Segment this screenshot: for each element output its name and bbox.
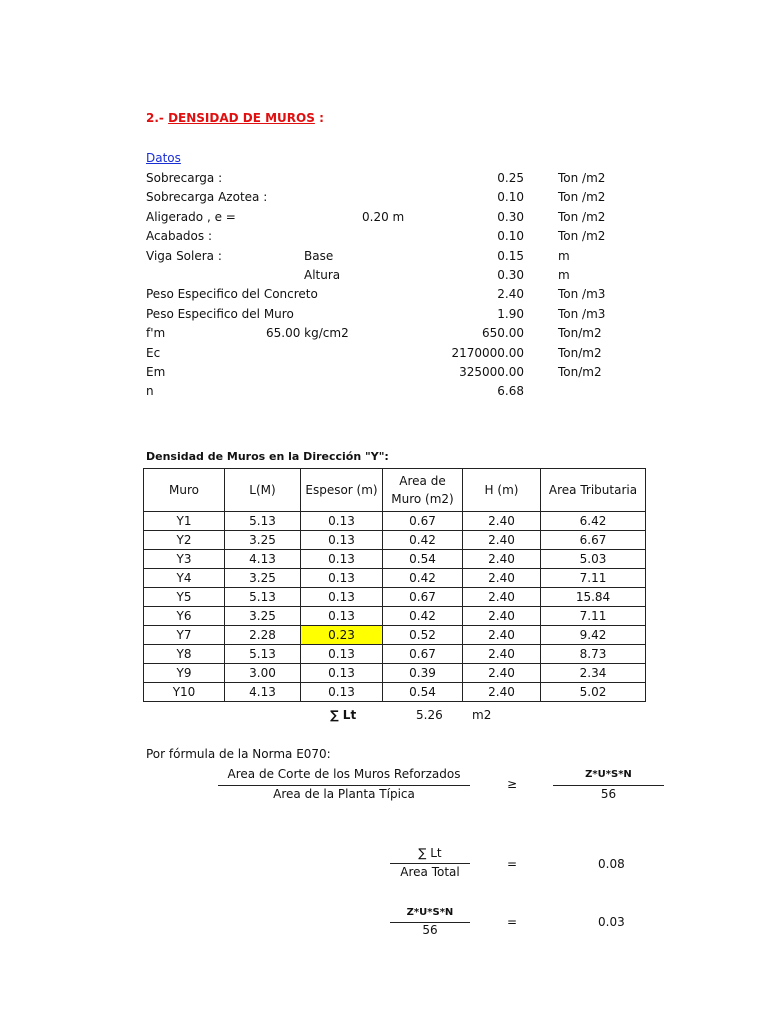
datos-row (0, 190, 768, 209)
datos-mid-value: 0.20 m (362, 209, 405, 224)
datos-unit: Ton /m2 (558, 209, 606, 224)
sum-value: 5.26 (416, 708, 443, 722)
datos-value: 0.10 (497, 229, 524, 244)
table-row (144, 550, 646, 569)
datos-row (0, 249, 768, 268)
formula-right-fraction-bar (553, 785, 664, 786)
calc1-operator: = (506, 857, 518, 871)
calc1-fraction-bar (390, 863, 470, 864)
table-cell: 2.40 (463, 588, 541, 607)
table-cell: Y10 (144, 683, 225, 702)
calc1-denominator: Area Total (400, 865, 460, 879)
formula-main-fraction-bar (218, 785, 470, 786)
formula-heading: Por fórmula de la Norma E070: (146, 747, 331, 761)
table-cell: 0.52 (383, 626, 463, 645)
table-row (144, 683, 646, 702)
walls-table-title: Densidad de Muros en la Dirección "Y": (146, 450, 389, 463)
column-header: Espesor (m) (301, 469, 383, 512)
table-cell: 0.13 (301, 588, 383, 607)
datos-value: 0.10 (497, 190, 524, 205)
datos-value: 6.68 (497, 384, 524, 399)
datos-label: Viga Solera : (146, 248, 222, 263)
table-cell: 3.25 (225, 607, 301, 626)
table-cell: 2.40 (463, 531, 541, 550)
table-row (144, 664, 646, 683)
table-cell: 2.40 (463, 607, 541, 626)
table-row (144, 645, 646, 664)
datos-row (0, 307, 768, 326)
datos-value: 2.40 (497, 287, 524, 302)
walls-table-body (144, 512, 646, 702)
datos-label: Peso Especifico del Muro (146, 306, 294, 321)
calc2-value: 0.03 (598, 915, 625, 929)
table-cell: 15.84 (541, 588, 646, 607)
column-header: H (m) (463, 469, 541, 512)
datos-label: f'm (146, 326, 166, 341)
table-cell: 0.42 (383, 569, 463, 588)
datos-label: n (146, 384, 154, 399)
column-header: L(M) (225, 469, 301, 512)
table-cell: Y1 (144, 512, 225, 531)
datos-row (0, 365, 768, 384)
sum-label: ∑ Lt (330, 708, 357, 722)
table-cell: 0.13 (301, 607, 383, 626)
formula-right-numerator: Z*U*S*N (585, 769, 632, 780)
table-cell: 0.67 (383, 588, 463, 607)
table-cell: 0.54 (383, 550, 463, 569)
table-row (144, 569, 646, 588)
table-row (144, 531, 646, 550)
table-cell: 5.13 (225, 588, 301, 607)
table-cell: 2.34 (541, 664, 646, 683)
table-cell: 8.73 (541, 645, 646, 664)
table-cell: 0.67 (383, 645, 463, 664)
datos-value: 2170000.00 (451, 345, 524, 360)
table-cell: 6.42 (541, 512, 646, 531)
datos-value: 325000.00 (459, 365, 524, 379)
table-cell: 3.25 (225, 569, 301, 588)
datos-label: Aligerado , e = (146, 209, 236, 224)
table-cell: 2.40 (463, 683, 541, 702)
walls-table-header (144, 469, 646, 512)
table-cell: 0.67 (383, 512, 463, 531)
table-cell: 2.40 (463, 550, 541, 569)
table-cell: Y2 (144, 531, 225, 550)
table-cell: Y4 (144, 569, 225, 588)
datos-label: Sobrecarga : (146, 171, 223, 185)
datos-unit: Ton/m2 (558, 345, 602, 360)
calc2-operator: = (506, 915, 518, 929)
table-cell: 2.28 (225, 626, 301, 645)
datos-unit: Ton/m2 (558, 365, 602, 379)
table-cell: 0.13 (301, 664, 383, 683)
datos-value: 1.90 (497, 306, 524, 321)
table-cell: 0.13 (301, 569, 383, 588)
datos-value: 0.30 (497, 209, 524, 224)
table-cell: 0.23 (301, 626, 383, 645)
table-cell: 9.42 (541, 626, 646, 645)
formula-main-denominator: Area de la Planta Típica (273, 787, 415, 801)
section-title-text: DENSIDAD DE MUROS (168, 111, 315, 125)
calc2-denominator: 56 (422, 923, 438, 937)
table-cell: 2.40 (463, 512, 541, 531)
datos-label: Em (146, 365, 166, 379)
datos-mid-value: Altura (304, 268, 341, 282)
table-cell: 5.03 (541, 550, 646, 569)
datos-unit: Ton /m3 (558, 287, 606, 302)
sum-unit: m2 (472, 708, 492, 722)
table-cell: Y8 (144, 645, 225, 664)
table-row (144, 607, 646, 626)
datos-row (0, 326, 768, 345)
column-header: Area de Muro (m2) (383, 469, 463, 512)
datos-unit: Ton /m2 (558, 190, 606, 205)
datos-unit: Ton /m2 (558, 229, 606, 244)
table-cell: 5.13 (225, 512, 301, 531)
table-cell: Y5 (144, 588, 225, 607)
table-cell: 7.11 (541, 607, 646, 626)
datos-unit: m (558, 248, 570, 263)
datos-value: 650.00 (482, 326, 524, 341)
datos-value: 0.25 (497, 171, 524, 185)
table-cell: 5.02 (541, 683, 646, 702)
datos-value: 0.15 (497, 248, 524, 263)
datos-unit: m (558, 268, 570, 282)
datos-value: 0.30 (497, 268, 524, 282)
datos-row (0, 384, 768, 403)
table-cell: Y6 (144, 607, 225, 626)
datos-label: Acabados : (146, 229, 212, 244)
section-number: 2.- (146, 111, 169, 125)
column-header: Muro (144, 469, 225, 512)
datos-row (0, 171, 768, 190)
datos-label: Sobrecarga Azotea : (146, 190, 268, 205)
datos-label: Peso Especifico del Concreto (146, 287, 318, 302)
table-cell: 0.13 (301, 512, 383, 531)
table-cell: 2.40 (463, 664, 541, 683)
table-cell: 0.13 (301, 550, 383, 569)
datos-label: Ec (146, 345, 161, 360)
table-cell: 5.13 (225, 645, 301, 664)
table-cell: 2.40 (463, 626, 541, 645)
table-cell: 4.13 (225, 683, 301, 702)
table-row (144, 588, 646, 607)
table-cell: 7.11 (541, 569, 646, 588)
table-cell: Y9 (144, 664, 225, 683)
table-cell: 0.13 (301, 531, 383, 550)
table-cell: 0.13 (301, 645, 383, 664)
calc1-value: 0.08 (598, 857, 625, 871)
datos-unit: Ton /m2 (558, 171, 606, 185)
datos-mid-value: 65.00 kg/cm2 (266, 326, 349, 341)
table-row (144, 512, 646, 531)
datos-row (0, 229, 768, 248)
datos-unit: Ton /m3 (558, 306, 606, 321)
table-cell: 0.42 (383, 531, 463, 550)
datos-row (0, 346, 768, 365)
table-cell: 0.54 (383, 683, 463, 702)
section-title-suffix: : (314, 111, 324, 125)
datos-row (0, 268, 768, 287)
table-cell: 2.40 (463, 645, 541, 664)
calc2-numerator: Z*U*S*N (406, 907, 454, 918)
column-header: Area Tributaria (541, 469, 646, 512)
datos-unit: Ton/m2 (558, 326, 602, 341)
table-cell: 3.00 (225, 664, 301, 683)
table-cell: Y7 (144, 626, 225, 645)
table-cell: Y3 (144, 550, 225, 569)
walls-table (143, 468, 646, 702)
table-cell: 3.25 (225, 531, 301, 550)
datos-heading: Datos (146, 151, 181, 165)
datos-row (0, 210, 768, 229)
formula-right-denominator: 56 (600, 787, 617, 801)
datos-row (0, 287, 768, 306)
formula-main-operator: ≥ (506, 777, 518, 791)
table-cell: 6.67 (541, 531, 646, 550)
calc1-numerator: ∑ Lt (418, 846, 442, 860)
table-row (144, 626, 646, 645)
datos-mid-value: Base (304, 248, 334, 263)
formula-main-numerator: Area de Corte de los Muros Reforzados (227, 767, 461, 781)
table-cell: 2.40 (463, 569, 541, 588)
table-cell: 4.13 (225, 550, 301, 569)
table-cell: 0.39 (383, 664, 463, 683)
table-cell: 0.42 (383, 607, 463, 626)
section-title (146, 111, 324, 125)
table-cell: 0.13 (301, 683, 383, 702)
